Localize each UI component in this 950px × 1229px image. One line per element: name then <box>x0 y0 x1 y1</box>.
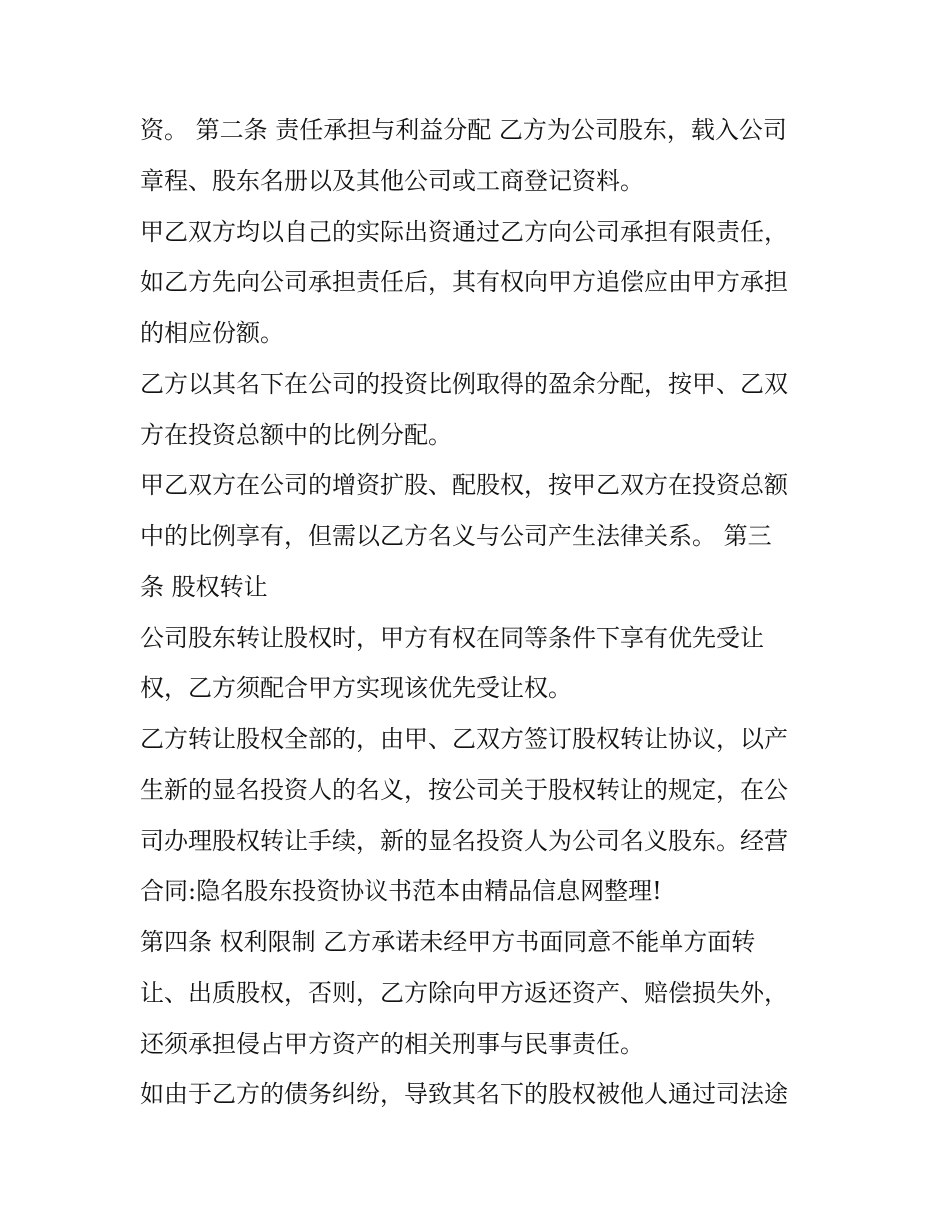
text-line: 公司股东转让股权时，甲方有权在同等条件下享有优先受让 <box>140 624 764 652</box>
text-line: 权，乙方须配合甲方实现该优先受让权。 <box>140 674 572 702</box>
text-line: 资。 第二条 责任承担与利益分配 乙方为公司股东，载入公司 <box>140 116 787 144</box>
text-line: 章程、股东名册以及其他公司或工商登记资料。 <box>140 167 644 195</box>
text-line: 合同:隐名股东投资协议书范本由精品信息网整理! <box>140 877 662 905</box>
text-line: 如乙方先向公司承担责任后，其有权向甲方追偿应由甲方承担 <box>140 268 788 296</box>
text-line: 方在投资总额中的比例分配。 <box>140 421 452 449</box>
text-line: 中的比例享有，但需以乙方名义与公司产生法律关系。 第三 <box>140 522 772 550</box>
text-line: 如由于乙方的债务纠纷，导致其名下的股权被他人通过司法途 <box>140 1080 788 1108</box>
text-line: 乙方转让股权全部的，由甲、乙双方签订股权转让协议，以产 <box>140 725 788 753</box>
text-line: 第四条 权利限制 乙方承诺未经甲方书面同意不能单方面转 <box>140 928 756 956</box>
text-line: 生新的显名投资人的名义，按公司关于股权转让的规定，在公 <box>140 776 788 804</box>
text-line: 乙方以其名下在公司的投资比例取得的盈余分配，按甲、乙双 <box>140 370 788 398</box>
text-line: 甲乙双方在公司的增资扩股、配股权，按甲乙双方在投资总额 <box>140 471 788 499</box>
text-line: 条 股权转让 <box>140 573 268 601</box>
text-line: 的相应份额。 <box>140 319 284 347</box>
text-line: 还须承担侵占甲方资产的相关刑事与民事责任。 <box>140 1030 644 1058</box>
text-line: 让、出质股权，否则，乙方除向甲方返还资产、赔偿损失外， <box>140 979 788 1007</box>
text-line: 司办理股权转让手续，新的显名投资人为公司名义股东。经营 <box>140 827 788 855</box>
text-line: 甲乙双方均以自己的实际出资通过乙方向公司承担有限责任， <box>140 218 788 246</box>
